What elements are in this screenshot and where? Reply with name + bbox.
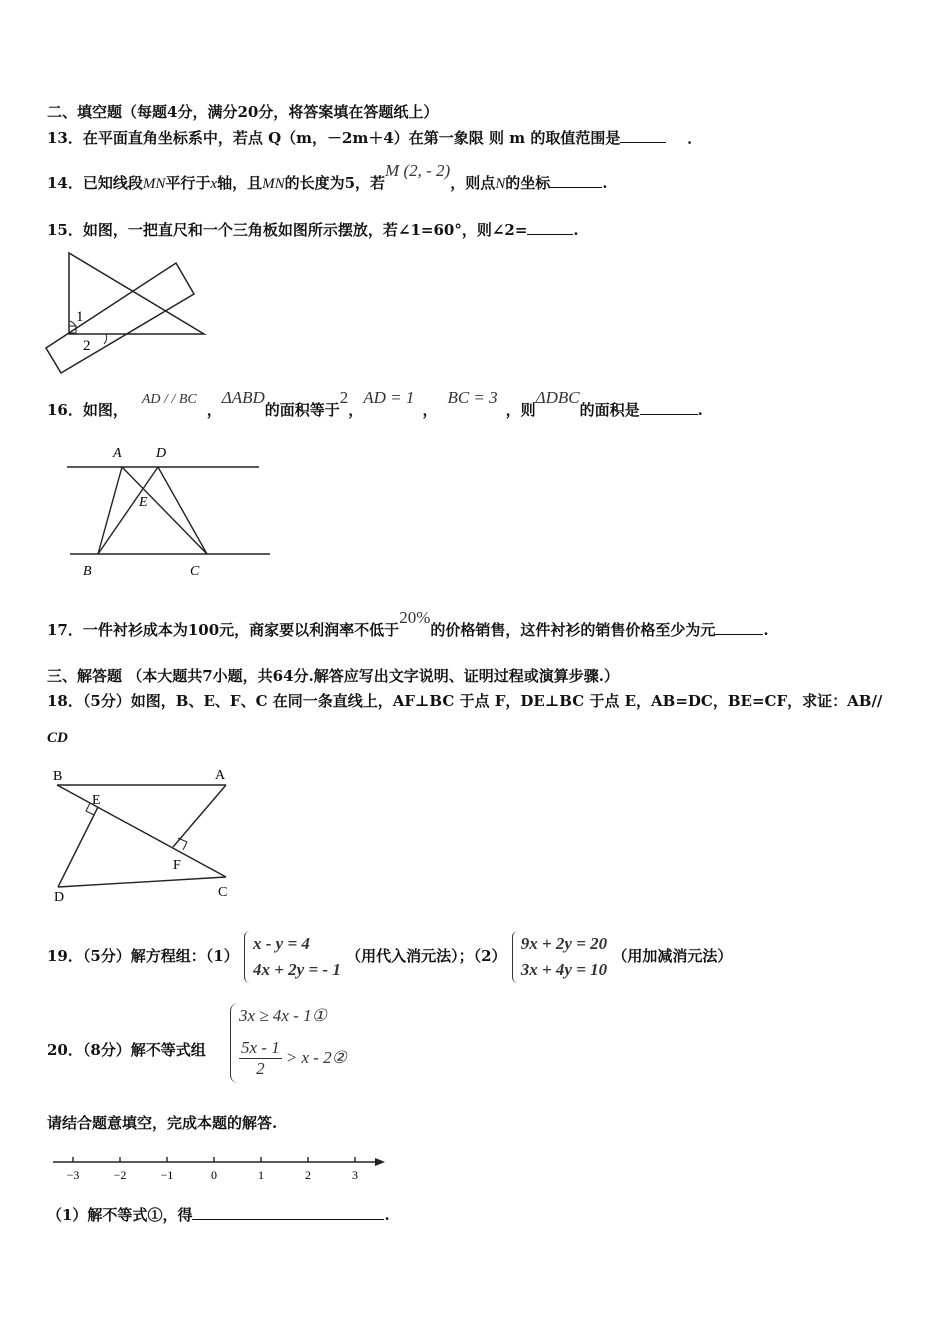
axis-arrow <box>375 1158 385 1166</box>
section2-heading: 二、填空题（每题4分，满分20分，将答案填在答题纸上） <box>47 103 439 121</box>
q16-part: 的面积等于 <box>264 401 340 419</box>
q16-part: ， <box>206 401 222 419</box>
q19-part: （用加减消元法） <box>612 947 733 965</box>
q14-var: x <box>210 176 218 192</box>
q16-formula: ΔDBC <box>535 388 580 407</box>
angle2-arc <box>104 334 107 344</box>
q15 <box>47 220 579 240</box>
tick-label: 0 <box>211 1168 217 1182</box>
q16-figure <box>60 440 275 580</box>
q14-part: 平行于 <box>165 174 211 192</box>
tick-label: 3 <box>352 1168 358 1182</box>
q20-numerator: 5x - 1 <box>241 1037 280 1057</box>
q14-part: 的长度为5，若 <box>284 174 386 192</box>
label-a: A <box>215 768 226 783</box>
q15-text: 15．如图，一把直尺和一个三角板如图所示摆放，若∠1=60°，则∠2= <box>47 221 528 239</box>
q15-figure <box>40 245 210 380</box>
label-f: F <box>173 858 181 873</box>
label-c: C <box>218 885 228 900</box>
number-line <box>45 1150 395 1190</box>
q14-part: 轴，且 <box>217 174 263 192</box>
q16-tail: . <box>697 401 703 419</box>
q16-part: 16．如图， <box>47 401 128 419</box>
q14-var: N <box>495 176 506 192</box>
q14-answer-blank[interactable] <box>550 173 602 188</box>
q16-formula: BC = 3 <box>447 388 498 407</box>
q16 <box>47 388 703 422</box>
q14-var: MN <box>142 176 166 192</box>
q18-line2: CD <box>47 730 68 746</box>
q20-denominator: 2 <box>256 1058 265 1078</box>
q17-answer-blank[interactable] <box>715 620 763 635</box>
q16-formula: AD = 1 <box>363 388 415 407</box>
q17-tail: . <box>763 621 769 639</box>
label-d: D <box>54 890 65 905</box>
label-e: E <box>92 793 101 808</box>
q17-formula: 20% <box>399 608 431 627</box>
q19-part: 19．（5分）解方程组：（1） <box>47 947 239 965</box>
angle2-label: 2 <box>83 338 91 354</box>
q20-ineq2 <box>239 1033 347 1083</box>
q17-part: 的价格销售，这件衬衫的销售价格至少为元 <box>430 621 716 639</box>
tick-label: 1 <box>258 1168 264 1182</box>
q16-part: ， <box>348 401 364 419</box>
q16-part: ，则 <box>505 401 536 419</box>
q17 <box>47 608 769 640</box>
q14-tail: . <box>602 174 608 192</box>
q18-figure <box>45 760 245 910</box>
q18-line1: 18．（5分）如图，B、E、F、C 在同一条直线上，AF⊥BC 于点 F，DE⊥BC 于点 E，AB=DC，BE=CF，求证：AB// <box>47 692 883 710</box>
q15-answer-blank[interactable] <box>527 220 573 235</box>
segment-de <box>58 807 98 887</box>
tick-label: −3 <box>66 1168 80 1182</box>
segment-dc <box>58 877 226 887</box>
q14 <box>47 161 608 194</box>
q16-part: 的面积是 <box>579 401 640 419</box>
q19 <box>47 930 732 982</box>
part1 <box>47 1205 390 1225</box>
q13-answer-blank[interactable] <box>620 128 666 143</box>
q14-part: ，则点 <box>450 174 496 192</box>
part1-tail: . <box>384 1206 390 1224</box>
label-b: B <box>83 564 92 579</box>
q16-formula: ΔABD <box>221 388 265 407</box>
q13-tail: ． <box>687 129 703 147</box>
part1-answer-blank[interactable] <box>192 1205 384 1220</box>
label-d: D <box>156 446 167 461</box>
tick-label: −1 <box>160 1168 174 1182</box>
q13-text: 13．在平面直角坐标系中，若点 Q（m，－2m＋4）在第一象限 则 m 的取值范围是 <box>47 129 621 147</box>
q14-var: MN <box>262 176 285 192</box>
label-e: E <box>139 495 148 510</box>
q14-formula: M (2, - 2) <box>385 161 451 180</box>
q16-answer-blank[interactable] <box>640 400 698 415</box>
ruler <box>46 263 194 373</box>
part1-text: （1）解不等式①，得 <box>47 1206 193 1224</box>
q16-formula: 2 <box>339 388 349 407</box>
q17-part: 17．一件衬衫成本为100元，商家要以利润率不低于 <box>47 621 400 639</box>
q16-formula: AD / / BC <box>141 392 197 407</box>
segment-ab <box>98 467 122 554</box>
q16-part: ， <box>422 401 438 419</box>
angle1-label: 1 <box>76 309 84 325</box>
q19-part: （用代入消元法）；（2） <box>346 947 507 965</box>
q19-system-1 <box>244 931 341 983</box>
section3-heading: 三、解答题 （本大题共7小题，共64分.解答应写出文字说明、证明过程或演算步骤.） <box>47 667 619 685</box>
q20-ineq2-rest: > x - 2② <box>285 1048 347 1067</box>
q19-system-2 <box>512 931 607 983</box>
label-b: B <box>53 769 63 784</box>
segment-af <box>173 785 226 847</box>
segment-ac <box>122 467 207 554</box>
segment-bc <box>57 785 226 877</box>
label-a: A <box>113 446 122 461</box>
tick-label: 2 <box>305 1168 311 1182</box>
q19-eq: x - y = 4 <box>252 934 310 953</box>
q20-system <box>230 1003 347 1083</box>
q20-fraction <box>239 1038 282 1079</box>
label-c: C <box>190 564 200 579</box>
q19-eq: 4x + 2y = - 1 <box>252 960 341 979</box>
q20-ineq1: 3x ≥ 4x - 1① <box>239 1006 327 1025</box>
segment-bd <box>98 467 158 554</box>
q13 <box>47 128 702 148</box>
q19-eq: 9x + 2y = 20 <box>520 934 608 953</box>
q14-part: 14．已知线段 <box>47 174 143 192</box>
tick-label: −2 <box>113 1168 127 1182</box>
q19-eq: 3x + 4y = 10 <box>520 960 608 979</box>
triangle-plate <box>69 253 204 334</box>
q15-tail: . <box>573 221 579 239</box>
q20-label: 20．（8分）解不等式组 <box>47 1041 206 1059</box>
prompt: 请结合题意填空，完成本题的解答. <box>47 1114 278 1132</box>
q14-part: 的坐标 <box>505 174 551 192</box>
